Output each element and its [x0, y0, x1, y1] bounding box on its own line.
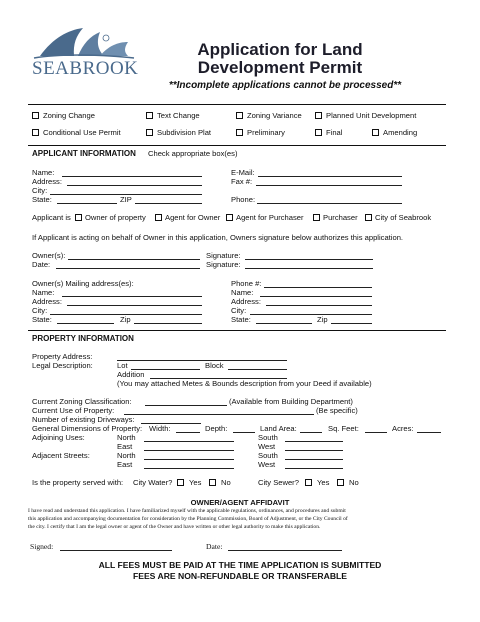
agent-for-owner-label: Agent for Owner — [165, 213, 221, 222]
applicant-is-label: Applicant is — [32, 213, 71, 222]
page-title-line2: Development Permit — [197, 58, 363, 77]
zip-field[interactable] — [135, 203, 202, 204]
applicant-heading: APPLICANT INFORMATION — [32, 149, 136, 158]
adjoining-label: Adjoining Uses: — [32, 433, 85, 442]
property-address-label: Property Address: — [32, 352, 93, 361]
zip-label: ZIP — [120, 195, 132, 204]
st-north-field[interactable] — [144, 459, 234, 460]
sewer-no-checkbox[interactable] — [337, 479, 344, 486]
legal-description-label: Legal Description: — [32, 361, 93, 370]
sewer-yes-label: Yes — [317, 478, 330, 487]
city-label: City: — [32, 186, 48, 195]
affidavit-line1: I have read and understand this application. I have familiarized myself with the applicable regulations, ordinances, and procedures and submit — [28, 508, 346, 514]
final-label: Final — [326, 128, 343, 137]
mail-state2-field[interactable] — [256, 323, 312, 324]
mail-zip2-label: Zip — [317, 315, 328, 324]
signed-field[interactable] — [60, 550, 172, 551]
land-area-label: Land Area: — [260, 424, 297, 433]
mail-name2-field[interactable] — [260, 296, 372, 297]
city-water-label: City Water? — [133, 478, 173, 487]
fax-field[interactable] — [256, 185, 402, 186]
conditional-use-checkbox[interactable] — [32, 129, 39, 136]
acres-label: Acres: — [392, 424, 414, 433]
phone-label: Phone: — [231, 195, 256, 204]
affidavit-date-field[interactable] — [228, 550, 342, 551]
divider — [28, 145, 446, 146]
preliminary-label: Preliminary — [247, 128, 285, 137]
addition-label: Addition — [117, 370, 145, 379]
mailing-label: Owner(s) Mailing address(es): — [32, 279, 134, 288]
signature-field[interactable] — [245, 259, 373, 260]
zoning-change-label: Zoning Change — [43, 111, 95, 120]
city-of-seabrook-checkbox[interactable] — [365, 214, 372, 221]
sewer-no-label: No — [349, 478, 359, 487]
state-label: State: — [32, 195, 52, 204]
phone-num-field[interactable] — [264, 287, 372, 288]
width-label: Width: — [149, 424, 171, 433]
address-field[interactable] — [67, 185, 202, 186]
owners-field[interactable] — [68, 259, 200, 260]
adj-east-label: East — [117, 442, 133, 451]
affidavit-date-label: Date: — [206, 542, 223, 551]
owner-of-property-label: Owner of property — [85, 213, 146, 222]
agent-for-purchaser-label: Agent for Purchaser — [236, 213, 304, 222]
width-field[interactable] — [176, 432, 200, 433]
behalf-note: If Applicant is acting on behalf of Owner in this application, Owners signature below authorizes this application. — [32, 233, 404, 242]
land-area-field[interactable] — [300, 432, 322, 433]
water-yes-checkbox[interactable] — [177, 479, 184, 486]
phone-num-label: Phone #: — [231, 279, 262, 288]
page-subtitle: **Incomplete applications cannot be processed** — [168, 80, 402, 91]
purchaser-checkbox[interactable] — [313, 214, 320, 221]
logo-text: SEABROOK — [32, 58, 139, 79]
fees-notice-line2: FEES ARE NON-REFUNDABLE OR TRANSFERABLE — [132, 571, 348, 581]
use-label: Current Use of Property: — [32, 406, 115, 415]
mail-name2-label: Name: — [231, 288, 254, 297]
amending-label: Amending — [383, 128, 418, 137]
text-change-label: Text Change — [157, 111, 200, 120]
sewer-yes-checkbox[interactable] — [305, 479, 312, 486]
use-note: (Be specific) — [316, 406, 358, 415]
conditional-use-label: Conditional Use Permit — [43, 128, 121, 137]
zoning-note: (Available from Building Department) — [229, 397, 353, 406]
zoning-change-checkbox[interactable] — [32, 112, 39, 119]
adj-east-field[interactable] — [144, 450, 234, 451]
mail-zip-field[interactable] — [134, 323, 202, 324]
fax-label: Fax #: — [231, 177, 253, 186]
divider — [28, 104, 446, 105]
owner-of-property-checkbox[interactable] — [75, 214, 82, 221]
address-label: Address: — [32, 177, 62, 186]
dimensions-label: General Dimensions of Property: — [32, 424, 143, 433]
affidavit-line3: the city. I certify that I am the legal owner or agent of the Owner and have written or other legal authority to make this application. — [28, 524, 321, 530]
st-south-field[interactable] — [285, 459, 343, 460]
zoning-variance-checkbox[interactable] — [236, 112, 243, 119]
water-yes-label: Yes — [189, 478, 202, 487]
adj-south-field[interactable] — [285, 441, 343, 442]
sqft-label: Sq. Feet: — [328, 424, 359, 433]
property-heading: PROPERTY INFORMATION — [32, 334, 134, 343]
use-field[interactable] — [124, 414, 314, 415]
water-no-label: No — [221, 478, 231, 487]
phone-field[interactable] — [257, 203, 402, 204]
signature2-field[interactable] — [245, 268, 373, 269]
email-label: E-Mail: — [231, 168, 255, 177]
owners-date-label: Date: — [32, 260, 51, 269]
st-north-label: North — [117, 451, 136, 460]
mail-address-field[interactable] — [67, 305, 202, 306]
st-west-field[interactable] — [285, 468, 343, 469]
mail-city2-field[interactable] — [250, 314, 372, 315]
acres-field[interactable] — [417, 432, 441, 433]
mail-name-label: Name: — [32, 288, 55, 297]
owners-date-field[interactable] — [56, 268, 200, 269]
depth-label: Depth: — [205, 424, 228, 433]
st-west-label: West — [258, 460, 276, 469]
divider — [28, 330, 446, 331]
adj-west-field[interactable] — [285, 450, 343, 451]
st-south-label: South — [258, 451, 278, 460]
mail-zip2-field[interactable] — [331, 323, 372, 324]
state-field[interactable] — [57, 203, 117, 204]
mail-state-label: State: — [32, 315, 52, 324]
page-title-line1: Application for Land — [197, 40, 363, 59]
subdivision-plat-label: Subdivision Plat — [157, 128, 212, 137]
mail-address2-field[interactable] — [266, 305, 372, 306]
owners-label: Owner(s): — [32, 251, 66, 260]
final-checkbox[interactable] — [315, 129, 322, 136]
mail-address-label: Address: — [32, 297, 62, 306]
agent-for-owner-checkbox[interactable] — [155, 214, 162, 221]
block-field[interactable] — [228, 369, 287, 370]
st-east-label: East — [117, 460, 133, 469]
amending-checkbox[interactable] — [372, 129, 379, 136]
city-sewer-label: City Sewer? — [258, 478, 299, 487]
served-label: Is the property served with: — [32, 478, 124, 487]
adj-north-field[interactable] — [144, 441, 234, 442]
city-of-seabrook-label: City of Seabrook — [375, 213, 432, 222]
pud-checkbox[interactable] — [315, 112, 322, 119]
adj-north-label: North — [117, 433, 136, 442]
metes-note: (You may attached Metes & Bounds description from your Deed if available) — [117, 379, 372, 388]
adjacent-label: Adjacent Streets: — [32, 451, 90, 460]
purchaser-label: Purchaser — [323, 213, 358, 222]
signature2-label: Signature: — [206, 260, 241, 269]
mail-city2-label: City: — [231, 306, 247, 315]
mail-zip-label: Zip — [120, 315, 131, 324]
name-label: Name: — [32, 168, 55, 177]
block-label: Block — [205, 361, 224, 370]
pud-label: Planned Unit Development — [326, 111, 417, 120]
mail-city-label: City: — [32, 306, 48, 315]
zoning-variance-label: Zoning Variance — [247, 111, 302, 120]
subdivision-plat-checkbox[interactable] — [146, 129, 153, 136]
mail-state-field[interactable] — [57, 323, 114, 324]
sqft-field[interactable] — [365, 432, 387, 433]
text-change-checkbox[interactable] — [146, 112, 153, 119]
zoning-label: Current Zoning Classification: — [32, 397, 132, 406]
driveways-label: Number of existing Driveways: — [32, 415, 135, 424]
fees-notice-line1: ALL FEES MUST BE PAID AT THE TIME APPLICATION IS SUBMITTED — [98, 560, 382, 570]
lot-label: Lot — [117, 361, 128, 370]
st-east-field[interactable] — [144, 468, 234, 469]
mail-address2-label: Address: — [231, 297, 261, 306]
mail-name-field[interactable] — [62, 296, 202, 297]
preliminary-checkbox[interactable] — [236, 129, 243, 136]
adj-west-label: West — [258, 442, 276, 451]
zoning-field[interactable] — [145, 405, 227, 406]
affidavit-heading: OWNER/AGENT AFFIDAVIT — [190, 498, 290, 507]
name-field[interactable] — [62, 176, 202, 177]
signature-label: Signature: — [206, 251, 241, 260]
affidavit-line2: this application and accompanying documentation for consideration by the Planning Commission, Board of Adjustment, or the City Council of — [28, 516, 348, 522]
mail-state2-label: State: — [231, 315, 251, 324]
signed-label: Signed: — [30, 542, 54, 551]
agent-for-purchaser-checkbox[interactable] — [226, 214, 233, 221]
email-field[interactable] — [258, 176, 402, 177]
water-no-checkbox[interactable] — [209, 479, 216, 486]
check-note: Check appropriate box(es) — [148, 149, 238, 158]
property-address-field[interactable] — [117, 360, 287, 361]
adj-south-label: South — [258, 433, 278, 442]
depth-field[interactable] — [233, 432, 255, 433]
seabrook-logo — [28, 24, 138, 80]
